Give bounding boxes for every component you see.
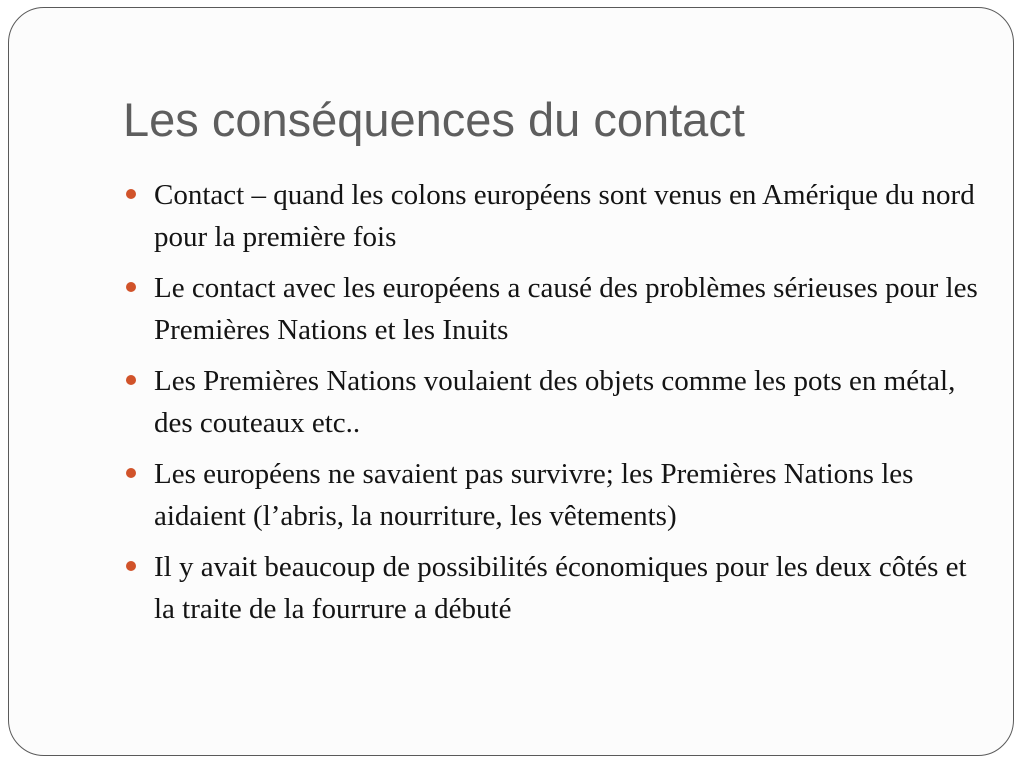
bullet-text: Il y avait beaucoup de possibilités économiques pour les deux côtés et la traite de la fourrure a débuté bbox=[154, 551, 967, 625]
bullet-dot-icon bbox=[126, 468, 136, 478]
bullet-dot-icon bbox=[126, 561, 136, 571]
bullet-dot-icon bbox=[126, 282, 136, 292]
bullet-text: Les Premières Nations voulaient des objets comme les pots en métal, des couteaux etc.. bbox=[154, 365, 956, 439]
bullet-text: Le contact avec les européens a causé des problèmes sérieuses pour les Premières Nations et les Inuits bbox=[154, 272, 978, 346]
slide-frame bbox=[8, 7, 1014, 756]
bullet-dot-icon bbox=[126, 375, 136, 385]
bullet-item bbox=[126, 174, 986, 258]
bullet-item bbox=[126, 360, 986, 444]
bullet-item bbox=[126, 453, 986, 537]
bullet-item bbox=[126, 546, 986, 630]
bullet-list bbox=[126, 174, 986, 639]
bullet-item bbox=[126, 267, 986, 351]
bullet-dot-icon bbox=[126, 189, 136, 199]
bullet-text: Contact – quand les colons européens sont venus en Amérique du nord pour la première fois bbox=[154, 179, 975, 253]
slide-title: Les conséquences du contact bbox=[123, 93, 745, 146]
bullet-text: Les européens ne savaient pas survivre; les Premières Nations les aidaient (l’abris, la nourriture, les vêtements) bbox=[154, 458, 914, 532]
